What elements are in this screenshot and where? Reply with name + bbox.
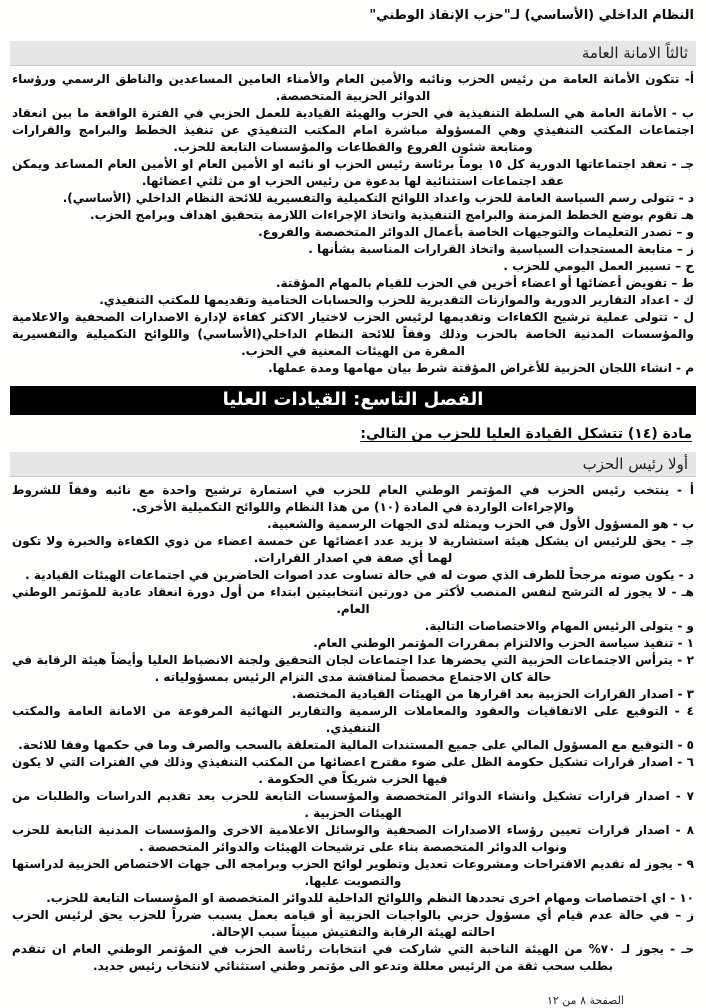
clause-paragraph: ٣ - اصدار القرارات الحزبية بعد اقرارها من الهيئات القيادية المختصة.	[291, 687, 694, 701]
clause-paragraph: ل - تتولى عملية ترشيح الكفاءات وتقديمها لرئيس الحزب لاختيار الاكثر كفاءة لإدارة الاصدارات الصحفية والاعلامية والمؤسسات المدنية الخاصة بالحزب وذلك وفقاً للائحة النظام الداخلي(الأساسي) واللوائح التكميلية والتفسيرية المقرة من الهيئات المعنية في الحزب.	[12, 310, 694, 358]
clause-paragraph: ح – تسيير العمل اليومي للحزب .	[503, 259, 694, 273]
clause-paragraph: ٩ - يجوز له تقديم الاقتراحات ومشروعات تعديل وتطوير لوائح الحزب وبرامجه الى جهات الاختصاص الحزبية لدراستها والتصويت عليها.	[12, 857, 694, 888]
clause-paragraph: ٤ - التوقيع على الاتفاقيات والعقود والمعاملات الرسمية والتقارير النهائية المرفوعة من الامانة العامة والمكتب التنفيذي.	[12, 704, 694, 735]
clause-paragraph: أ - ينتخب رئيس الحزب في المؤتمر الوطني العام للحزب في استمارة ترشيح واحدة مع نائبه وفقاً للشروط والإجراءات الواردة في المادة (١٠) من هذا النظام واللوائح التكميلية الأخرى.	[12, 483, 694, 514]
clause-paragraph: ب - هو المسؤول الأول في الحزب ويمثله لدى الجهات الرسمية والشعبية.	[267, 517, 694, 531]
clause-paragraph: و - يتولى الرئيس المهام والاختصاصات التالية.	[424, 619, 694, 633]
clause-paragraph: هـ تقوم بوضع الخطط المزمنة والبرامج التنفيذية واتخاذ الإجراءات اللازمة بتحقيق اهداف وبرامج الحزب.	[90, 208, 694, 222]
clause-paragraph: و – تصدر التعليمات والتوجيهات الخاصة بأعمال الدوائر المتخصصة والفروع.	[258, 225, 694, 239]
clause-paragraph: ز – في حالة عدم قيام أي مسؤول حزبي بالواجبات الحزبية أو قيامه بعمل يسبب ضرراً للحزب يحق لرئيس الحزب احالته لهيئة الرقابة والتفتيش مبيناً سبب الإحالة.	[12, 908, 694, 939]
clause-paragraph: ب - الأمانة العامة هي السلطة التنفيذية في الحزب والهيئة القيادية للعمل الحزبي في الفترة الواقعة ما بين انعقاد اجتماعات المكتب التنفيذي وهي المسؤولة مباشرة امام المكتب التنفيذي عن تنفيذ الخطط والبرامج والقرارات ومتابعة شئون الفروع والقطاعات والمؤسسات التابعة للحزب.	[12, 106, 694, 154]
section-heading-president: أولا رئيس الحزب	[10, 452, 696, 477]
clause-paragraph: ١٠ - اي اختصاصات ومهام اخرى تحددها النظم واللوائح الداخلية للدوائر المتخصصة او المؤسسات التابعة للحزب.	[46, 891, 694, 905]
clause-paragraph: جـ - تعقد اجتماعاتها الدورية كل ١٥ يوماً برئاسة رئيس الحزب او نائبه او الأمين العام او الأمين العام المساعد ويمكن عقد اجتماعات استثنائية لها بدعوة من رئيس الحزب او من ثلثي اعضائها.	[12, 157, 694, 188]
clause-paragraph: د - يكون صوته مرجحاً للطرف الذي صوت له في حالة تساوت عدد اصوات الحاضرين في اجتماعات الهيئات القيادية .	[25, 568, 694, 582]
chapter-banner: الفصل التاسع: القيادات العليا	[10, 386, 696, 415]
clause-paragraph: حـ - يجوز لـ ٧٠% من الهيئة الناخبة التي شاركت في انتخابات رئاسة الحزب في المؤتمر الوطني العام ان تتقدم بطلب سحب ثقة من الرئيس معللة وتدعو الى مؤتمر وطني استثنائي لانتخاب رئيس جديد.	[12, 942, 695, 973]
clause-paragraph: هـ - لا يجوز له الترشح لنفس المنصب لأكثر من دورتين انتخابيتين ابتداء من أول دورة انعقاد عادية للمؤتمر الوطني العام.	[12, 585, 694, 616]
clause-paragraph: ط – تفويض أعضائها أو اعضاء أخرين في الحزب للقيام بالمهام المؤقتة.	[275, 276, 694, 290]
president-clauses	[10, 482, 696, 975]
clause-paragraph: ٥ - التوقيع مع المسؤول المالي على جميع المستندات المالية المتعلقة بالسحب والصرف وما في حكمها وفقا للائحة.	[18, 738, 694, 752]
clause-paragraph: جـ - يحق للرئيس ان يشكل هيئة استشارية لا يزيد عدد اعضائها عن خمسة اعضاء من ذوي الكفاءة والخبرة ولا تكون لهما أي صفة في اصدار القرارات.	[12, 534, 694, 565]
document-title: النظام الداخلي (الأساسي) لـ"حزب الإنقاذ الوطني"	[369, 8, 694, 23]
article-heading-text: مادة (١٤) تتشكل القيادة العليا للحزب من التالي:	[360, 426, 692, 442]
clause-paragraph: ك - اعداد التقارير الدورية والموازنات التقديرية للحزب والحسابات الختامية وتقديمها للمكتب التنفيذي.	[99, 293, 694, 307]
clause-paragraph: ٦ - اصدار قرارات تشكيل حكومة الظل على ضوء مقترح اعضائها من المكتب التنفيذي وذلك في الفترات التي لا يكون فيها الحزب شريكاً في الحكومة .	[12, 755, 694, 786]
article-heading	[14, 425, 692, 444]
clause-paragraph: د - تتولى رسم السياسة العامة للحزب واعداد اللوائح التكميلية والتفسيرية للائحة النظام الداخلي (الأساسي).	[62, 191, 694, 205]
clause-paragraph: ٢ - يترأس الاجتماعات الحزبية التي يحضرها عدا اجتماعات لجان التحقيق ولجنة الانضباط العليا وأيضاً هيئة الرقابة في حالة كان الاجتماع مخصصاً لمناقشة مدى التزام الرئيس بمسؤولياته .	[12, 653, 694, 684]
secretariat-clauses	[10, 71, 696, 377]
clause-paragraph: أ- تتكون الأمانة العامة من رئيس الحزب ونائبه والأمين العام والأمناء العامين المساعدين والناطق الرسمي ورؤساء الدوائر الحزبية المتخصصة.	[12, 72, 694, 103]
clause-paragraph: ٧ - اصدار قرارات تشكيل وانشاء الدوائر المتخصصة والمؤسسات التابعة للحزب بعد تقديم الدراسات والطلبات من الهيئات الحزبية .	[12, 789, 694, 820]
clause-paragraph: ١ - تنفيذ سياسة الحزب والالتزام بمقررات المؤتمر الوطني العام.	[313, 636, 694, 650]
section-heading-secretariat: ثالثاً الامانة العامة	[10, 41, 696, 66]
clause-paragraph: م - انشاء اللجان الحزبية للأغراض المؤقتة شرط بيان مهامها ومدة عملها.	[268, 361, 694, 375]
clause-paragraph: ٨ - اصدار قرارات تعيين رؤساء الاصدارات الصحفية والوسائل الاعلامية الاخرى والمؤسسات المدنية التابعة للحزب ونواب الدوائر المتخصصة بناء على ترشيحات الهيئات والدوائر المتخصصة .	[12, 823, 694, 854]
clause-paragraph: ز – متابعة المستجدات السياسية واتخاذ القرارات المناسبة بشأنها .	[308, 242, 694, 256]
page-number: الصفحة ٨ من ١٢	[546, 994, 624, 1007]
